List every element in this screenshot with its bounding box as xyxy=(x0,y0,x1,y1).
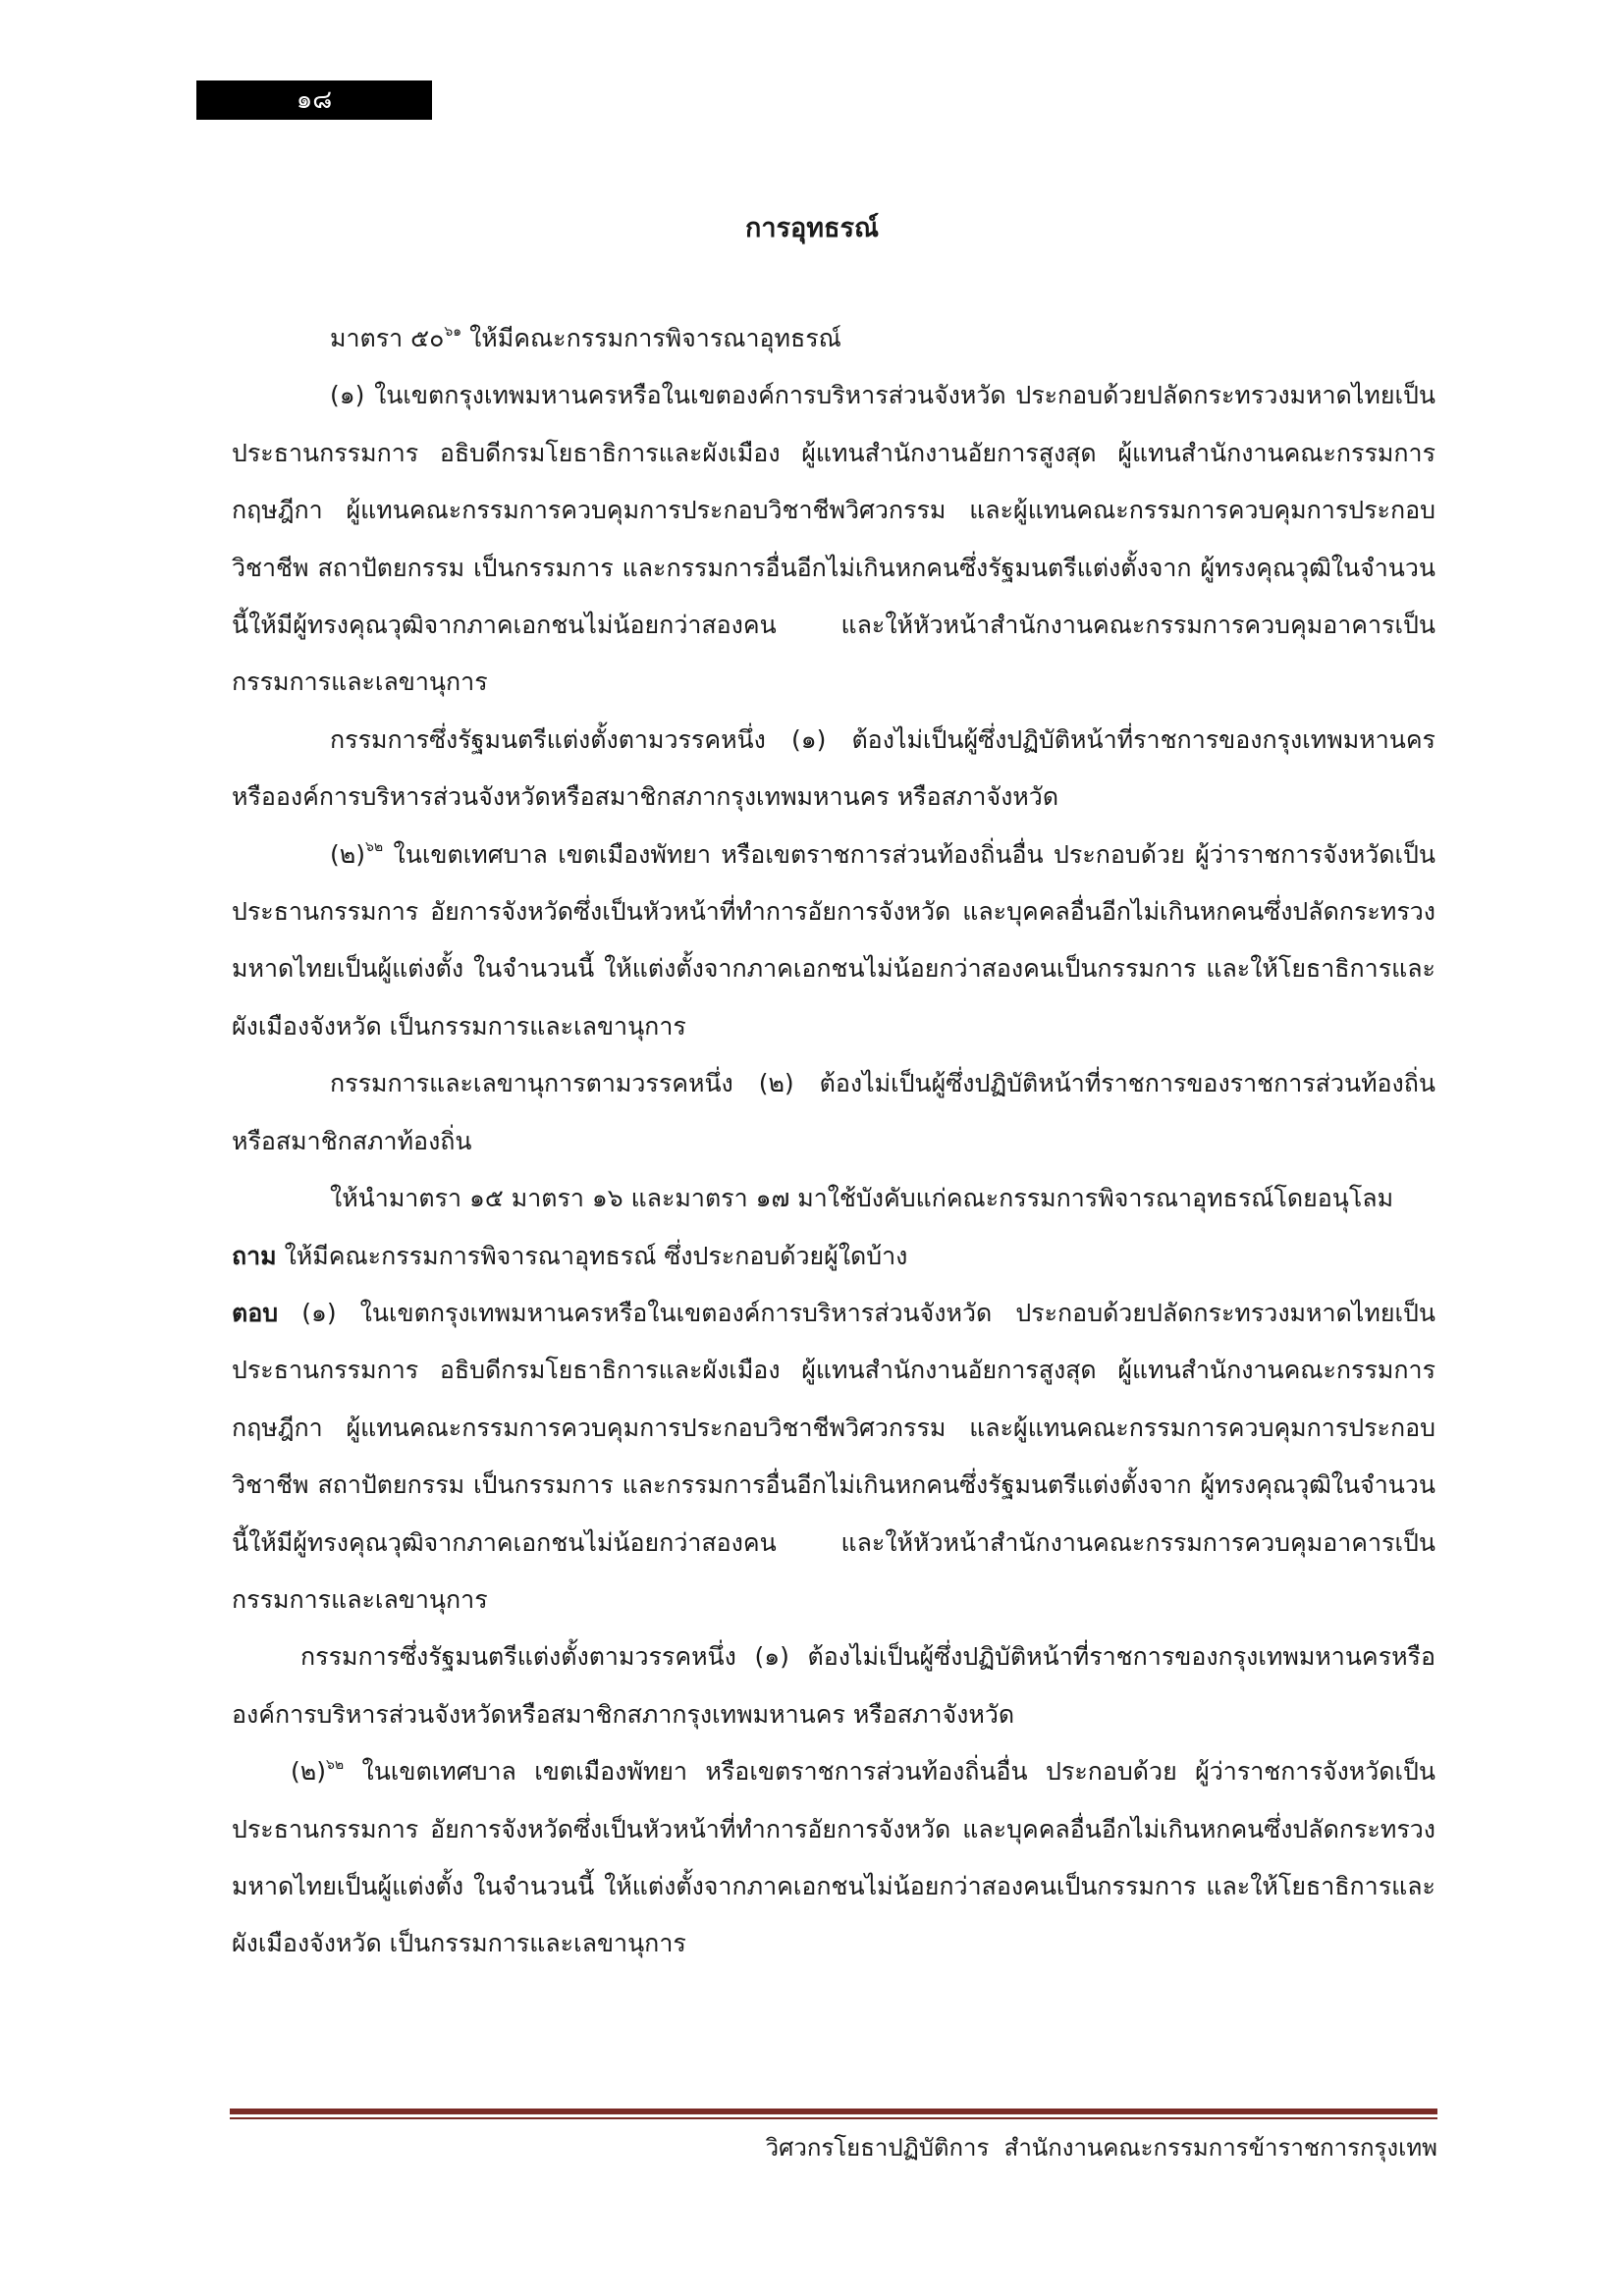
footer-divider-thin xyxy=(230,2117,1437,2119)
answer-item-2-prefix: (๒) xyxy=(291,1757,326,1787)
footnote-ref-62: ๖๒ xyxy=(365,839,384,856)
question-label: ถาม xyxy=(232,1241,277,1270)
page-number: ๑๘ xyxy=(196,80,432,120)
page-title: การอุทธรณ์ xyxy=(744,213,880,243)
section-50-text: มาตรา ๕๐ xyxy=(330,324,445,352)
answer-item-2-text: ในเขตเทศบาล เขตเมืองพัทยา หรือเขตราชการส่วนท้องถิ่นอื่น ประกอบด้วย ผู้ว่าราชการจังหวัดเป็นประธานกรรมการ อัยการจังหวัดซึ่งเป็นหัวหน้าที่ทำการอัยการจังหวัด และบุคคลอื่นอีกไม่เกินหกคนซึ่งปลัดกระทรวงมหาดไทยเป็นผู้แต่งตั้ง ในจำนวนนี้ ให้แต่งตั้งจากภาคเอกชนไม่น้อยกว่าสองคนเป็นกรรมการ และให้โยธาธิการและผังเมืองจังหวัด เป็นกรรมการและเลขานุการ xyxy=(232,1757,1435,1958)
footnote-ref-61: ๖๑ xyxy=(444,323,462,340)
answer-item-1-note: กรรมการซึ่งรัฐมนตรีแต่งตั้งตามวรรคหนึ่ง (๑) ต้องไม่เป็นผู้ซึ่งปฏิบัติหน้าที่ราชการของกรุงเทพมหานครหรือองค์การบริหารส่วนจังหวัดหรือสมาชิกสภากรุงเทพมหานคร หรือสภาจังหวัด xyxy=(232,1642,1435,1729)
footnote-ref-62-repeat: ๖๒ xyxy=(326,1756,345,1773)
paragraph-item-2-note: กรรมการและเลขานุการตามวรรคหนึ่ง (๒) ต้องไม่เป็นผู้ซึ่งปฏิบัติหน้าที่ราชการของราชการส่วนท้องถิ่นหรือสมาชิกสภาท้องถิ่น xyxy=(232,1069,1435,1155)
paragraph-apply-sections: ให้นำมาตรา ๑๕ มาตรา ๑๖ และมาตรา ๑๗ มาใช้บังคับแก่คณะกรรมการพิจารณาอุทธรณ์โดยอนุโลม xyxy=(330,1184,1394,1213)
footer-text: วิศวกรโยธาปฏิบัติการ สำนักงานคณะกรรมการข้าราชการกรุงเทพ xyxy=(765,2134,1437,2162)
paragraph-item-2 xyxy=(232,827,1435,1056)
answer-text: (๑) ในเขตกรุงเทพมหานครหรือในเขตองค์การบริหารส่วนจังหวัด ประกอบด้วยปลัดกระทรวงมหาดไทยเป็นประธานกรรมการ อธิบดีกรมโยธาธิการและผังเมือง ผู้แทนสำนักงานอัยการสูงสุด ผู้แทนสำนักงานคณะกรรมการกฤษฎีกา ผู้แทนคณะกรรมการควบคุมการประกอบวิชาชีพวิศวกรรม และผู้แทนคณะกรรมการควบคุมการประกอบวิชาชีพ สถาปัตยกรรม เป็นกรรมการ และกรรมการอื่นอีกไม่เกินหกคนซึ่งรัฐมนตรีแต่งตั้งจาก ผู้ทรงคุณวุฒิในจำนวนนี้ให้มีผู้ทรงคุณวุฒิจากภาคเอกชนไม่น้อยกว่าสองคน และให้หัวหน้าสำนักงานคณะกรรมการควบคุมอาคารเป็นกรรมการและเลขานุการ xyxy=(232,1298,1435,1614)
item-2-prefix: (๒) xyxy=(330,839,365,869)
answer-item-2 xyxy=(232,1743,1435,1973)
question xyxy=(232,1228,1435,1285)
paragraph-item-1: (๑) ในเขตกรุงเทพมหานครหรือในเขตองค์การบริหารส่วนจังหวัด ประกอบด้วยปลัดกระทรวงมหาดไทยเป็นประธานกรรมการ อธิบดีกรมโยธาธิการและผังเมือง ผู้แทนสำนักงานอัยการสูงสุด ผู้แทนสำนักงานคณะกรรมการกฤษฎีกา ผู้แทนคณะกรรมการควบคุมการประกอบวิชาชีพวิศวกรรม และผู้แทนคณะกรรมการควบคุมการประกอบวิชาชีพ สถาปัตยกรรม เป็นกรรมการ และกรรมการอื่นอีกไม่เกินหกคนซึ่งรัฐมนตรีแต่งตั้งจาก ผู้ทรงคุณวุฒิในจำนวนนี้ให้มีผู้ทรงคุณวุฒิจากภาคเอกชนไม่น้อยกว่าสองคน และให้หัวหน้าสำนักงานคณะกรรมการควบคุมอาคารเป็นกรรมการและเลขานุการ xyxy=(232,381,1435,697)
document-body xyxy=(232,310,1435,1973)
question-text: ให้มีคณะกรรมการพิจารณาอุทธรณ์ ซึ่งประกอบด้วยผู้ใดบ้าง xyxy=(276,1241,908,1270)
answer xyxy=(232,1285,1435,1629)
section-50-rest: ให้มีคณะกรรมการพิจารณาอุทธรณ์ xyxy=(461,324,841,352)
section-50-heading xyxy=(232,310,1435,367)
answer-label: ตอบ xyxy=(232,1298,279,1327)
footer-divider xyxy=(230,2109,1437,2114)
paragraph-item-1-note: กรรมการซึ่งรัฐมนตรีแต่งตั้งตามวรรคหนึ่ง (๑) ต้องไม่เป็นผู้ซึ่งปฏิบัติหน้าที่ราชการของกรุงเทพมหานครหรือองค์การบริหารส่วนจังหวัดหรือสมาชิกสภากรุงเทพมหานคร หรือสภาจังหวัด xyxy=(232,724,1435,812)
item-2-text: ในเขตเทศบาล เขตเมืองพัทยา หรือเขตราชการส่วนท้องถิ่นอื่น ประกอบด้วย ผู้ว่าราชการจังหวัดเป็นประธานกรรมการ อัยการจังหวัดซึ่งเป็นหัวหน้าที่ทำการอัยการจังหวัด และบุคคลอื่นอีกไม่เกินหกคนซึ่งปลัดกระทรวงมหาดไทยเป็นผู้แต่งตั้ง ในจำนวนนี้ ให้แต่งตั้งจากภาคเอกชนไม่น้อยกว่าสองคนเป็นกรรมการ และให้โยธาธิการและผังเมืองจังหวัด เป็นกรรมการและเลขานุการ xyxy=(232,839,1435,1041)
